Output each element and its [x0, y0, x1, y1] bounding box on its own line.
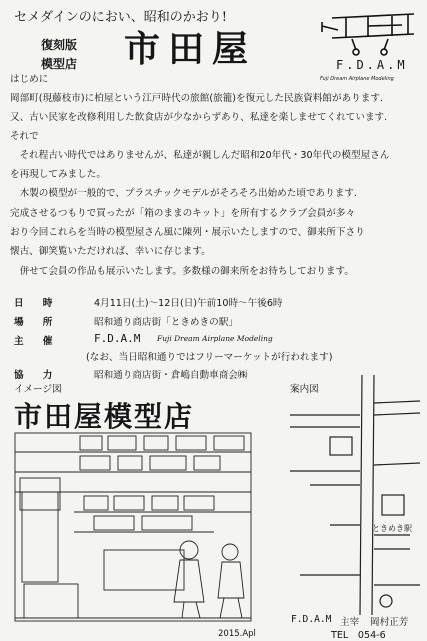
- phone-number: TEL 054-6: [331, 630, 386, 641]
- illustration-label: イメージ図: [14, 384, 62, 395]
- intro-heading: はじめに: [10, 74, 49, 85]
- organizer-name: 岡村正芳: [370, 617, 409, 628]
- footer-org: F.D.A.M: [291, 614, 332, 625]
- guide-map: [290, 375, 420, 615]
- body-line: 岡部町(現藤枝市)に柏屋という江戸時代の旅館(旅籠)を復元した民族資料館があります.: [10, 93, 383, 104]
- host-subtitle: Fuji Dream Airplane Modeling: [157, 334, 273, 343]
- footer-role: 主宰: [340, 617, 360, 628]
- place-label: 場 所: [14, 317, 53, 328]
- cooperation-value: 昭和通り商店街・倉嶋自動車商会㈱: [94, 370, 248, 381]
- page-title: 市田屋: [124, 29, 257, 70]
- shop-sign-title: 市田屋模型店: [14, 400, 195, 433]
- body-line: 併せて会員の作品も展示いたします。多数様の御来所をお待ちしております。: [10, 266, 354, 277]
- date-value: 4月11日(土)～12日(日)午前10時～午後6時: [94, 298, 283, 309]
- body-line: を再現してみました。: [10, 169, 106, 180]
- body-line: おり今回これらを当時の模型屋さん風に陳列・展示いたしますので、御来所下さり: [10, 227, 365, 238]
- tagline: セメダインのにおい、昭和のかおり!: [14, 10, 227, 25]
- host-label: 主 催: [14, 336, 53, 347]
- flea-market-note: (なお、当日昭和通りではフリーマーケットが行われます): [86, 352, 333, 363]
- map-label: 案内図: [290, 384, 319, 395]
- body-line: 完成させるつもりで買ったが「箱のままのキット」を所有するクラブ会員が多々: [10, 208, 356, 219]
- body-line: それ程古い時代ではありませんが、私達が親しんだ昭和20年代・30年代の模型屋さん: [10, 150, 390, 161]
- map-station-label: ときめき駅: [372, 524, 412, 533]
- body-line: 又、古い民家を改修利用した飲食店が少なからずあり、私達を楽しませてくれています.: [10, 112, 388, 123]
- logo-text: F.D.A.M: [336, 58, 408, 72]
- date-label: 日 時: [14, 298, 53, 309]
- subtitle-reprint: 復刻版: [41, 38, 78, 52]
- subtitle-model-shop: 模型店: [41, 57, 78, 71]
- shop-illustration: [14, 432, 252, 622]
- host-value: F.D.A.M: [94, 332, 141, 345]
- issue-date: 2015.Apl: [218, 629, 256, 639]
- cooperation-label: 協 力: [14, 370, 53, 381]
- body-line: 懐古、御笑覧いただければ、幸いに存じます。: [10, 246, 211, 257]
- body-line: 木製の模型が一般的で、プラスチックモデルがそろそろ出始めた頃であります.: [10, 188, 357, 199]
- logo-caption: Fuji Dream Airplane Modeling: [320, 76, 394, 82]
- place-value: 昭和通り商店街「ときめきの駅」: [94, 317, 238, 328]
- body-line: それで: [10, 131, 39, 142]
